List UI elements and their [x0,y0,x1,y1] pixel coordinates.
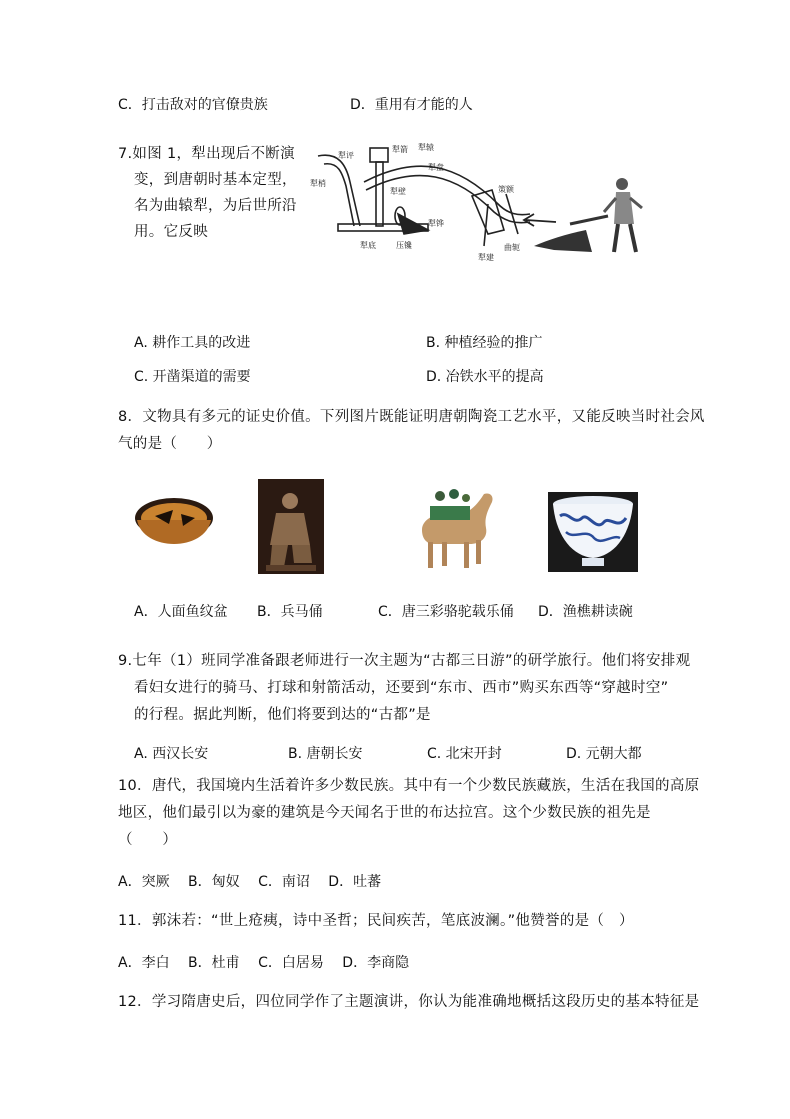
q11-stem: 11．郭沫若：“世上疮痍，诗中圣哲；民间疾苦，笔底波澜。”他赞誉的是（ ） [118,913,634,929]
plow-label-12: 曲轭 [504,243,520,252]
q8-stem-line-2: 气的是（ ） [118,436,222,452]
q7-stem-line-3: 名为曲辕犁，为后世所沿 [134,198,297,214]
terracotta-warrior-image [258,479,324,574]
q10-stem-line-1: 10．唐代，我国境内生活着许多少数民族。其中有一个少数民族藏族，生活在我国的高原 [118,778,700,794]
plow-label-3: 犁辕 [418,143,434,152]
plow-label-9: 压镵 [396,241,412,250]
q9-option-b: B. 唐朝长安 [288,746,363,762]
q10-stem-line-3: （ ） [118,832,178,848]
plow-label-8: 犁盘 [428,163,444,172]
arrow-icon [524,214,556,226]
plow-label-7: 犁铧 [428,219,444,228]
q7-option-b: B. 种植经验的推广 [426,335,543,351]
q9-option-c: C. 北宋开封 [427,746,502,762]
q8-stem-line-1: 8．文物具有多元的证史价值。下列图片既能证明唐朝陶瓷工艺水平，又能反映当时社会风 [118,409,705,425]
plow-label-1: 犁评 [338,151,354,160]
q7-stem-line-2: 变，到唐朝时基本定型， [134,172,297,188]
q9-option-a: A. 西汉长安 [134,746,209,762]
plow-label-5: 犁底 [360,241,376,250]
q12-stem: 12．学习隋唐史后，四位同学作了主题演讲，你认为能准确地概括这段历史的基本特征是 [118,994,700,1010]
q10-options: A．突厥 B．匈奴 C．南诏 D．吐蕃 [118,874,382,890]
plow-diagram [308,134,648,284]
plow-label-2: 犁箭 [392,145,408,154]
q9-stem-line-3: 的行程。据此判断，他们将要到达的“古都”是 [134,707,431,723]
q11-options: A．李白 B．杜甫 C．白居易 D．李商隐 [118,955,410,971]
painted-pottery-basin-image [133,488,215,564]
farmer-plowing-illustration [534,178,642,252]
tricolor-camel-figurine-image [400,480,510,572]
q6-option-c: C．打击敌对的官僚贵族 [118,97,268,113]
q9-stem-line-2: 看妇女进行的骑马、打球和射箭活动，还要到“东市、西市”购买东西等“穿越时空” [134,680,669,696]
q10-stem-line-2: 地区，他们最引以为豪的建筑是今天闻名于世的布达拉宫。这个少数民族的祖先是 [118,805,651,821]
q7-stem-line-4: 用。它反映 [134,224,208,240]
q8-option-b: B．兵马俑 [257,604,323,620]
q7-option-c: C. 开凿渠道的需要 [134,369,251,385]
q8-option-c: C．唐三彩骆驼载乐俑 [378,604,514,620]
plow-label-10: 策额 [498,185,514,194]
q7-option-d: D. 冶铁水平的提高 [426,369,544,385]
q8-option-d: D．渔樵耕读碗 [538,604,633,620]
q7-stem-line-1: 7.如图 1，犁出现后不断演 [118,146,295,162]
plow-label-4: 犁梢 [310,179,326,188]
q7-option-a: A. 耕作工具的改进 [134,335,251,351]
q9-option-d: D. 元朝大都 [566,746,642,762]
blue-white-porcelain-bowl-image [548,492,638,572]
q9-stem-line-1: 9.七年（1）班同学准备跟老师进行一次主题为“古都三日游”的研学旅行。他们将安排观 [118,653,691,669]
q6-option-d: D．重用有才能的人 [350,97,473,113]
q8-option-a: A．人面鱼纹盆 [134,604,228,620]
plow-label-6: 犁壁 [390,187,406,196]
plow-label-11: 犁建 [478,253,494,262]
